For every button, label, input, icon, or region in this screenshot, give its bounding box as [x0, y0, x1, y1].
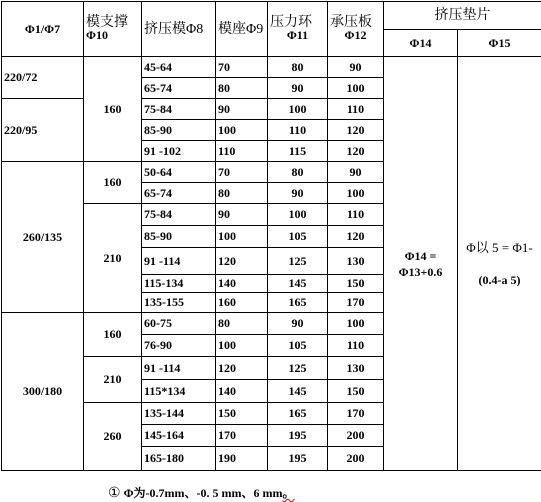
header-die-seat-label: 模座Φ9: [218, 23, 265, 36]
header-die-support-sub: Φ10: [86, 29, 139, 42]
plate-cell: 120: [328, 141, 384, 162]
header-pressure-ring-sub: Φ11: [270, 29, 325, 42]
seat-cell: 140: [216, 380, 268, 403]
seat-cell: 90: [216, 99, 268, 120]
ring-cell: 165: [268, 293, 328, 313]
ring-cell: 105: [268, 226, 328, 248]
die-cell: 85-90: [142, 226, 216, 248]
die-cell: 91 -114: [142, 357, 216, 380]
support-cell: 160: [84, 313, 142, 357]
ring-cell: 80: [268, 57, 328, 78]
support-cell: 210: [84, 204, 142, 313]
header-dummy-block-label: 挤压垫片: [386, 9, 539, 22]
die-cell: 115-134: [142, 275, 216, 293]
ring-cell: 90: [268, 183, 328, 204]
seat-cell: 100: [216, 226, 268, 248]
plate-cell: 120: [328, 226, 384, 248]
die-cell: 76-90: [142, 335, 216, 357]
seat-cell: 120: [216, 248, 268, 275]
die-cell: 135-155: [142, 293, 216, 313]
header-die-support-label: 模支撑: [86, 16, 139, 29]
plate-cell: 110: [328, 99, 384, 120]
seat-cell: 80: [216, 183, 268, 204]
die-cell: 50-64: [142, 162, 216, 183]
size-260-135: 260/135: [2, 162, 84, 313]
support-cell: 210: [84, 357, 142, 403]
header-pressure-ring: [268, 2, 328, 57]
seat-cell: 70: [216, 57, 268, 78]
plate-cell: 130: [328, 248, 384, 275]
footnote-text-b: -0.7mm、-0. 5 mm、6 mm: [146, 486, 283, 500]
ring-cell: 100: [268, 99, 328, 120]
header-extrusion-die-label: 挤压模Φ8: [144, 23, 213, 36]
header-die-seat: [216, 2, 268, 57]
ring-cell: 105: [268, 335, 328, 357]
plate-cell: 110: [328, 204, 384, 226]
size-220-72: 220/72: [2, 57, 84, 99]
ring-cell: 100: [268, 204, 328, 226]
seat-cell: 140: [216, 275, 268, 293]
header-bolster-plate-sub: Φ12: [330, 29, 381, 42]
die-cell: 65-74: [142, 78, 216, 99]
header-bolster-plate: [328, 2, 384, 57]
header-die-support: [84, 2, 142, 57]
plate-cell: 100: [328, 313, 384, 335]
seat-cell: 70: [216, 162, 268, 183]
die-cell: 145-164: [142, 425, 216, 447]
die-cell: 91 -102: [142, 141, 216, 162]
seat-cell: 90: [216, 204, 268, 226]
ring-cell: 125: [268, 248, 328, 275]
plate-cell: 150: [328, 275, 384, 293]
footnote: [108, 484, 295, 502]
header-dummy-block-group: [384, 2, 541, 30]
ring-cell: 145: [268, 380, 328, 403]
ring-cell: 90: [268, 78, 328, 99]
die-cell: 75-84: [142, 99, 216, 120]
plate-cell: 90: [328, 162, 384, 183]
seat-cell: 170: [216, 425, 268, 447]
plate-cell: 130: [328, 357, 384, 380]
die-cell: 45-64: [142, 57, 216, 78]
ring-cell: 115: [268, 141, 328, 162]
seat-cell: 150: [216, 403, 268, 425]
die-cell: 85-90: [142, 120, 216, 141]
die-cell: 65-74: [142, 183, 216, 204]
header-pressure-ring-label: 压力环: [270, 16, 325, 29]
plate-cell: 200: [328, 425, 384, 447]
size-300-180: 300/180: [2, 313, 84, 471]
die-cell: 135-144: [142, 403, 216, 425]
die-cell: 60-75: [142, 313, 216, 335]
header-bolster-plate-label: 承压板: [330, 16, 381, 29]
phi14-formula: [384, 57, 458, 471]
footnote-marker: ①: [108, 486, 121, 501]
support-cell: 160: [84, 162, 142, 204]
die-cell: 91 -114: [142, 248, 216, 275]
header-phi14: Φ14: [384, 30, 458, 57]
phi15-formula-line1: Φ以 5 = Φ1-: [466, 240, 532, 255]
plate-cell: 90: [328, 57, 384, 78]
seat-cell: 120: [216, 357, 268, 380]
header-phi15: Φ15: [458, 30, 541, 57]
support-cell: 160: [84, 57, 142, 162]
phi14-formula-line1: Φ14 =: [405, 249, 437, 263]
header-phi1-phi7: Φ1/Φ7: [2, 2, 84, 57]
plate-cell: 150: [328, 380, 384, 403]
seat-cell: 80: [216, 313, 268, 335]
phi15-formula: [458, 57, 541, 471]
ring-cell: 110: [268, 120, 328, 141]
ring-cell: 195: [268, 447, 328, 471]
phi15-formula-line2: (0.4-a 5): [479, 273, 521, 287]
seat-cell: 100: [216, 335, 268, 357]
footnote-text-c: 。: [283, 486, 295, 500]
plate-cell: 170: [328, 293, 384, 313]
die-cell: 75-84: [142, 204, 216, 226]
ring-cell: 80: [268, 162, 328, 183]
ring-cell: 145: [268, 275, 328, 293]
ring-cell: 195: [268, 425, 328, 447]
die-cell: 165-180: [142, 447, 216, 471]
plate-cell: 200: [328, 447, 384, 471]
seat-cell: 160: [216, 293, 268, 313]
seat-cell: 190: [216, 447, 268, 471]
phi14-formula-line2: Φ13+0.6: [399, 265, 443, 279]
footnote-text-a: Φ为: [121, 486, 146, 500]
die-tooling-table: [1, 1, 541, 471]
seat-cell: 100: [216, 120, 268, 141]
seat-cell: 80: [216, 78, 268, 99]
plate-cell: 170: [328, 403, 384, 425]
size-220-95: 220/95: [2, 99, 84, 162]
plate-cell: 110: [328, 335, 384, 357]
header-extrusion-die: [142, 2, 216, 57]
seat-cell: 110: [216, 141, 268, 162]
plate-cell: 100: [328, 183, 384, 204]
plate-cell: 100: [328, 78, 384, 99]
support-cell: 260: [84, 403, 142, 471]
ring-cell: 90: [268, 313, 328, 335]
die-cell: 115*134: [142, 380, 216, 403]
plate-cell: 120: [328, 120, 384, 141]
ring-cell: 125: [268, 357, 328, 380]
ring-cell: 165: [268, 403, 328, 425]
